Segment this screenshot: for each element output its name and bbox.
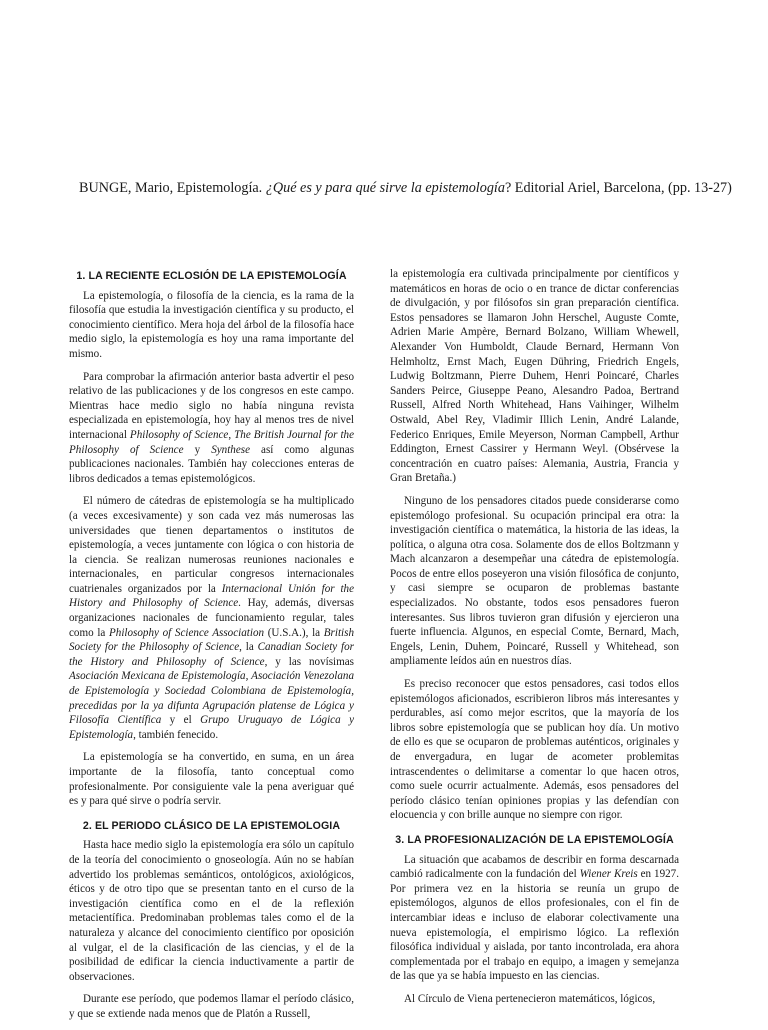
paragraph: Para comprobar la afirmación anterior basta advertir el peso relativo de las publicaciones y de los congresos en este campo. Mientras hace medio siglo no había ninguna revista especializada en epistemología, hoy hay al menos tres de nivel internacional Philosophy of Science, The British Journal for the Philosophy of Science y Synthese así como algunas publicaciones nacionales. También hay colecciones enteras de libros dedicados a temas epistemológicos. xyxy=(69,370,355,485)
section-3-heading: 3. LA PROFESIONALIZACIÓN DE LA EPISTEMOLOGÍA xyxy=(395,833,674,846)
paragraph: Es preciso reconocer que estos pensadores, casi todos ellos epistemólogos aficionados, escribieron libros más interesantes y perdurables, así como mejor escritos, que la mayoría de los libros sobre epistemología que se publican hoy día. Un motivo de ello es que se ocuparon de problemas auténticos, originales y de envergadura, en lugar de acometer problemitas intrascendentes o delimitarse a comentar lo que hacen otros, como suele ocurrir actualmente. Además, esos pensadores del período clásico tenían opiniones propias y las defendían con elocuencia y con brille aunque no siempre con rigor. xyxy=(390,678,679,822)
paragraph: El número de cátedras de epistemología se ha multiplicado (a veces excesivamente) y son cada vez más numerosas las universidades que tienen departamentos o institutos de epistemología, a veces juntamente con lógica o con historia de la ciencia. Se realizan numerosas reuniones nacionales e internacionales, en particular congresos internacionales cuatrienales organizados por la Internacional Unión for the History and Philosophy of Science. Hay, además, diversas organizaciones nacionales de funcionamiento regular, tales como la Philosophy of Science Association (U.S.A.), la British Society for the Philosophy of Science, la Canadian Society for the History and Philosophy of Science, y las novísimas Asociación Mexicana de Epistemología, Asociación Venezolana de Epistemología y Sociedad Colombiana de Epistemología, precedidas por la ya difunta Agrupación platense de Lógica y Filosofía Científica y el Grupo Uruguayo de Lógica y Epistemología, también fenecido. xyxy=(69,495,355,741)
citation-title: ¿Qué es y para qué sirve la epistemología xyxy=(265,180,505,196)
citation-author: BUNGE, Mario, Epistemología. xyxy=(79,180,266,196)
right-column xyxy=(390,267,679,1015)
citation-publisher: ? Editorial Ariel, Barcelona, (pp. 13-27) xyxy=(504,180,732,196)
paragraph: la epistemología era cultivada principalmente por científicos y matemáticos en horas de ocio o en trance de dictar conferencias de divulgación, y por filósofos sin gran preparación científica. Estos pensadores se llamaron John Herschel, Auguste Comte, Adrien Marie Ampère, Bernard Bolzano, William Whewell, Alexander Von Humboldt, Claude Bernard, Hermann Von Helmholtz, Ernst Mach, Eugen Dühring, Friedrich Engels, Ludwig Boltzmann, Pierre Duhem, Henri Poincaré, Charles Sanders Peirce, Giuseppe Peano, Alesandro Padoa, Bertrand Russell, Alfred North Whitehead, Hans Vaihinger, Wilhelm Ostwald, Abel Rey, Vladimir Illich Lenin, André Lalande, Federico Enriques, Emile Meyerson, Norman Campbell, Arthur Eddington, Ernest Cassirer y Hermann Weyl. (Obsérvese la concentración en cuatro países: Alemania, Austria, Francia y Gran Bretaña.) xyxy=(390,268,679,485)
paragraph: Ninguno de los pensadores citados puede considerarse como epistemólogo profesional. Su ocupación principal era otra: la investigación científica o matemática, la historia de las ideas, la política, o alguna otra cosa. Solamente dos de ellos Boltzmann y Mach alcanzaron a desempeñar una cátedra de epistemología. Pocos de entre ellos poseyeron una visión filosófica de conjunto, y casi siempre se ocuparon de problemas bastante especializados. No obstante, todos esos pensadores fueron interesantes. Sus libros tuvieron gran difusión y ejercieron una fuerte influencia. Algunos, en especial Comte, Bernard, Mach, Engels, Lenin, Duhem, Poincaré, Russell y Whitehead, son ampliamente leídos aún en nuestros días. xyxy=(390,494,679,668)
citation xyxy=(79,178,732,198)
left-column xyxy=(69,267,354,1030)
paragraph: Al Círculo de Viena pertenecieron matemáticos, lógicos, xyxy=(404,992,656,1005)
section-2-heading: 2. EL PERIODO CLÁSICO DE LA EPISTEMOLOGIA xyxy=(82,819,341,832)
paragraph: La situación que acabamos de describir en forma descarnada cambió radicalmente con la fundación del Wiener Kreis en 1927. Por primera vez en la historia se reunía un grupo de epistemólogos, algunos de ellos profesionales, con el fin de intercambiar ideas e incluso de elaborar colectivamente una nueva epistemología, el empirismo lógico. La reflexión filosófica individual y aislada, por tanto incontrolada, era ahora complementada por el trabajo en equipo, a imagen y semejanza de las que ya se había impuesto en las ciencias. xyxy=(390,853,680,983)
paragraph: La epistemología, o filosofía de la ciencia, es la rama de la filosofía que estudia la investigación científica y su producto, el conocimiento científico. Mera hoja del árbol de la filosofía hace medio siglo, la epistemología es hoy una rama importante del mismo. xyxy=(69,289,354,360)
section-1-heading: 1. LA RECIENTE ECLOSIÓN DE LA EPISTEMOLOGÍA xyxy=(76,270,347,282)
paragraph: La epistemología se ha convertido, en suma, en un área importante de la filosofía, tanto conceptual como profesionalmente. Por consiguiente vale la pena averiguar qué es y para qué sirve o podría servir. xyxy=(69,751,354,808)
paragraph: Hasta hace medio siglo la epistemología era sólo un capítulo de la teoría del conocimiento o gnoseología. Aún no se habían advertido los problemas semánticos, ontológicos, axiológicos, éticos y de otro tipo que se presentan tanto en el curso de la investigación científica como en el de la reflexión metacientífica. Predominaban problemas tales como el de la naturaleza y alcance del conocimiento científico por oposición al vulgar, el de la clasificación de las ciencias, y el de la posibilidad de edificar la ciencia inductivamente a partir de observaciones. xyxy=(69,839,354,983)
paragraph: Durante ese período, que podemos llamar el período clásico, y que se extiende nada menos que de Platón a Russell, xyxy=(69,993,354,1020)
